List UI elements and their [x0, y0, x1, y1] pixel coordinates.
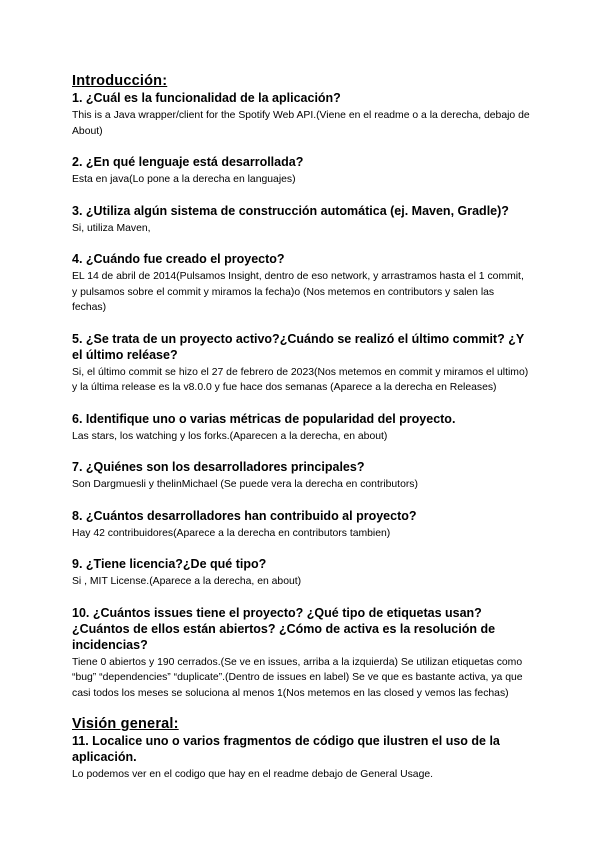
question-1 — [72, 90, 530, 139]
question-answer: Esta en java(Lo pone a la derecha en languajes) — [72, 174, 296, 185]
question-11 — [72, 733, 530, 783]
question-answer: Hay 42 contribuidores(Aparece a la derecha en contributors tambien) — [72, 527, 391, 539]
question-6 — [72, 411, 530, 445]
question-title: 1. ¿Cuál es la funcionalidad de la aplicación? — [72, 91, 341, 105]
question-answer: EL 14 de abril de 2014(Pulsamos Insight, dentro de eso network, y arrastramos hasta el 1 commit, y pulsamos sobre el commit y miramos la fecha)o (Nos metemos en contributors y salen las fechas) — [72, 271, 524, 313]
question-10 — [72, 605, 530, 702]
question-title: 4. ¿Cuándo fue creado el proyecto? — [72, 252, 285, 266]
question-answer: Si , MIT License.(Aparece a la derecha, en about) — [72, 576, 302, 587]
question-title: 6. Identifique uno o varias métricas de popularidad del proyecto. — [72, 411, 456, 426]
question-7 — [72, 459, 530, 493]
question-answer: This is a Java wrapper/client for the Spotify Web API.(Viene en el readme o a la derecha, debajo de About) — [72, 110, 530, 137]
section-title-introduccion: Introducción: — [72, 73, 168, 89]
question-answer: Las stars, los watching y los forks.(Aparecen a la derecha, en about) — [72, 430, 388, 442]
question-title: 7. ¿Quiénes son los desarrolladores principales? — [72, 460, 365, 474]
question-3 — [72, 203, 530, 237]
question-answer: Tiene 0 abiertos y 190 cerrados.(Se ve en issues, arriba a la izquierda) Se utilizan etiquetas como “bug” “dependencies” “duplicate”.(Dentro de issues en label) Se ve que es bastante activa, ya que casi todos los meses se soluciona al menos 1(Nos metemos en las closed y vemos las fechas) — [72, 656, 523, 699]
question-8 — [72, 508, 530, 542]
question-title: 9. ¿Tiene licencia?¿De qué tipo? — [72, 557, 267, 571]
question-title: 3. ¿Utiliza algún sistema de construcción automática (ej. Maven, Gradle)? — [72, 203, 509, 218]
question-title: 8. ¿Cuántos desarrolladores han contribuido al proyecto? — [72, 508, 417, 523]
question-5 — [72, 331, 530, 396]
section-title-vision-general: Visión general: — [72, 716, 179, 732]
question-title: 10. ¿Cuántos issues tiene el proyecto? ¿Qué tipo de etiquetas usan? ¿Cuántos de ellos están abiertos? ¿Cómo de activa es la resolución de incidencias? — [72, 605, 496, 652]
question-2 — [72, 154, 530, 188]
question-4 — [72, 251, 530, 316]
question-answer: Lo podemos ver en el codigo que hay en el readme debajo de General Usage. — [72, 769, 434, 780]
question-title: 2. ¿En qué lenguaje está desarrollada? — [72, 155, 304, 169]
question-answer: Si, utiliza Maven, — [72, 222, 151, 234]
question-title: 11. Localice uno o varios fragmentos de código que ilustren el uso de la aplicación. — [72, 734, 500, 764]
question-answer: Si, el último commit se hizo el 27 de febrero de 2023(Nos metemos en commit y miramos el ultimo) y la última release es la v8.0.0 y fue hace dos semanas (Aparece a la derecha en Releases) — [72, 366, 529, 393]
question-answer: Son Dargmuesli y thelinMichael (Se puede vera la derecha en contributors) — [72, 479, 418, 490]
question-9 — [72, 556, 530, 590]
question-title: 5. ¿Se trata de un proyecto activo?¿Cuándo se realizó el último commit? ¿Y el último reléase? — [72, 331, 524, 362]
